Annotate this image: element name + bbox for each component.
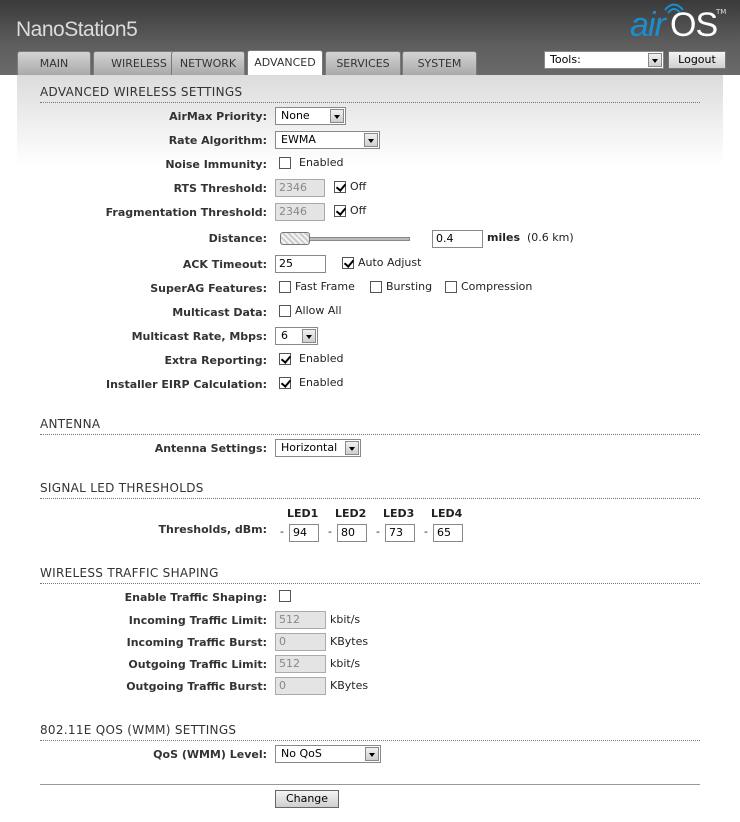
rate-select[interactable] bbox=[275, 131, 380, 149]
frag-input[interactable]: 2346 bbox=[275, 203, 325, 221]
ack-auto-text: Auto Adjust bbox=[358, 256, 422, 269]
in-burst-input[interactable]: 0 bbox=[275, 633, 326, 651]
out-burst-unit: KBytes bbox=[330, 679, 369, 692]
chevron-down-icon bbox=[365, 747, 379, 761]
divider bbox=[40, 784, 700, 785]
superag-label: SuperAG Features: bbox=[150, 282, 267, 295]
chevron-down-icon bbox=[302, 329, 316, 343]
distance-unit: miles bbox=[487, 231, 521, 244]
logo-tm: TM bbox=[716, 8, 727, 16]
distance-input[interactable]: 0.4 bbox=[432, 230, 483, 248]
eirp-label: Installer EIRP Calculation: bbox=[105, 378, 267, 391]
section-title-qos: 802.11E QOS (WMM) SETTINGS bbox=[40, 723, 700, 741]
section-title-advanced: ADVANCED WIRELESS SETTINGS bbox=[40, 85, 700, 103]
out-limit-unit: kbit/s bbox=[330, 657, 361, 670]
rts-input[interactable]: 2346 bbox=[275, 179, 325, 197]
in-limit-label: Incoming Traffic Limit: bbox=[128, 614, 267, 627]
tab-network[interactable]: NETWORK bbox=[171, 51, 245, 75]
multicast-label: Multicast Data: bbox=[172, 306, 267, 319]
logo-air: air bbox=[630, 6, 665, 44]
airmax-select[interactable] bbox=[275, 107, 346, 125]
chevron-down-icon bbox=[648, 53, 662, 67]
tab-wireless[interactable]: WIRELESS bbox=[93, 51, 185, 75]
rate-value: EWMA bbox=[281, 133, 316, 146]
led4-dash: - bbox=[424, 525, 428, 538]
out-burst-input[interactable]: 0 bbox=[275, 677, 326, 695]
led1-input[interactable]: 94 bbox=[289, 524, 319, 542]
compression-text: Compression bbox=[461, 280, 533, 293]
out-limit-label: Outgoing Traffic Limit: bbox=[128, 658, 267, 671]
airmax-label: AirMax Priority: bbox=[169, 110, 267, 123]
content-panel bbox=[17, 75, 723, 822]
out-limit-input[interactable]: 512 bbox=[275, 655, 326, 673]
frag-label: Fragmentation Threshold: bbox=[105, 206, 267, 219]
led1-dash: - bbox=[280, 525, 284, 538]
chevron-down-icon bbox=[330, 109, 344, 123]
section-title-traffic: WIRELESS TRAFFIC SHAPING bbox=[40, 566, 700, 584]
led3-dash: - bbox=[376, 525, 380, 538]
airos-logo bbox=[628, 2, 728, 44]
ack-input[interactable]: 25 bbox=[275, 255, 326, 273]
chevron-down-icon bbox=[364, 133, 378, 147]
mrate-value: 6 bbox=[281, 329, 288, 342]
qos-value: No QoS bbox=[281, 747, 322, 760]
chevron-down-icon bbox=[345, 441, 359, 455]
antenna-label: Antenna Settings: bbox=[154, 442, 267, 455]
frag-off-checkbox[interactable] bbox=[334, 205, 346, 217]
logout-button[interactable]: Logout bbox=[668, 51, 726, 69]
rts-off-checkbox[interactable] bbox=[334, 181, 346, 193]
rts-off-text: Off bbox=[350, 180, 367, 193]
rate-label: Rate Algorithm: bbox=[168, 134, 267, 147]
led2-header: LED2 bbox=[335, 507, 367, 520]
noise-checkbox[interactable] bbox=[279, 157, 291, 169]
distance-km: (0.6 km) bbox=[527, 231, 574, 244]
in-burst-unit: KBytes bbox=[330, 635, 369, 648]
eirp-checkbox[interactable] bbox=[279, 377, 291, 389]
fastframe-checkbox[interactable] bbox=[279, 281, 291, 293]
rts-label: RTS Threshold: bbox=[173, 182, 267, 195]
mrate-select[interactable] bbox=[275, 327, 318, 345]
out-burst-label: Outgoing Traffic Burst: bbox=[126, 680, 267, 693]
multicast-text: Allow All bbox=[295, 304, 342, 317]
mrate-label: Multicast Rate, Mbps: bbox=[131, 330, 267, 343]
airmax-value: None bbox=[281, 109, 310, 122]
ack-label: ACK Timeout: bbox=[182, 258, 267, 271]
antenna-value: Horizontal bbox=[281, 441, 338, 454]
tools-select[interactable] bbox=[544, 51, 664, 69]
tab-system[interactable]: SYSTEM bbox=[402, 51, 477, 75]
thresholds-label: Thresholds, dBm: bbox=[158, 523, 267, 536]
traffic-enable-label: Enable Traffic Shaping: bbox=[124, 591, 267, 604]
extra-text: Enabled bbox=[299, 352, 344, 365]
qos-label: QoS (WMM) Level: bbox=[153, 748, 267, 761]
product-name: NanoStation5 bbox=[16, 18, 138, 41]
top-bar bbox=[0, 0, 740, 75]
logo-os: OS bbox=[670, 6, 718, 44]
multicast-checkbox[interactable] bbox=[279, 305, 291, 317]
traffic-enable-checkbox[interactable] bbox=[279, 590, 291, 602]
in-limit-unit: kbit/s bbox=[330, 613, 361, 626]
in-limit-input[interactable]: 512 bbox=[275, 611, 326, 629]
extra-label: Extra Reporting: bbox=[164, 354, 267, 367]
led3-header: LED3 bbox=[383, 507, 415, 520]
led4-input[interactable]: 65 bbox=[433, 524, 463, 542]
section-title-antenna: ANTENNA bbox=[40, 417, 700, 435]
led1-header: LED1 bbox=[287, 507, 319, 520]
tab-main[interactable]: MAIN bbox=[17, 51, 91, 75]
bursting-checkbox[interactable] bbox=[370, 281, 382, 293]
noise-label: Noise Immunity: bbox=[165, 158, 267, 171]
section-title-led: SIGNAL LED THRESHOLDS bbox=[40, 481, 700, 499]
extra-checkbox[interactable] bbox=[279, 353, 291, 365]
qos-select[interactable] bbox=[275, 745, 381, 763]
frag-off-text: Off bbox=[350, 204, 367, 217]
change-button[interactable]: Change bbox=[275, 790, 339, 808]
distance-slider-handle[interactable] bbox=[280, 232, 310, 245]
led2-input[interactable]: 80 bbox=[337, 524, 367, 542]
ack-auto-checkbox[interactable] bbox=[342, 257, 354, 269]
led2-dash: - bbox=[328, 525, 332, 538]
bursting-text: Bursting bbox=[386, 280, 433, 293]
led3-input[interactable]: 73 bbox=[385, 524, 415, 542]
compression-checkbox[interactable] bbox=[445, 281, 457, 293]
led4-header: LED4 bbox=[431, 507, 463, 520]
tab-advanced[interactable]: ADVANCED bbox=[247, 50, 323, 75]
noise-text: Enabled bbox=[299, 156, 344, 169]
in-burst-label: Incoming Traffic Burst: bbox=[126, 636, 267, 649]
eirp-text: Enabled bbox=[299, 376, 344, 389]
distance-label: Distance: bbox=[208, 232, 267, 245]
antenna-select[interactable] bbox=[275, 439, 361, 457]
tools-select-value: Tools: bbox=[550, 53, 581, 66]
tab-services[interactable]: SERVICES bbox=[325, 51, 401, 75]
fastframe-text: Fast Frame bbox=[295, 280, 355, 293]
